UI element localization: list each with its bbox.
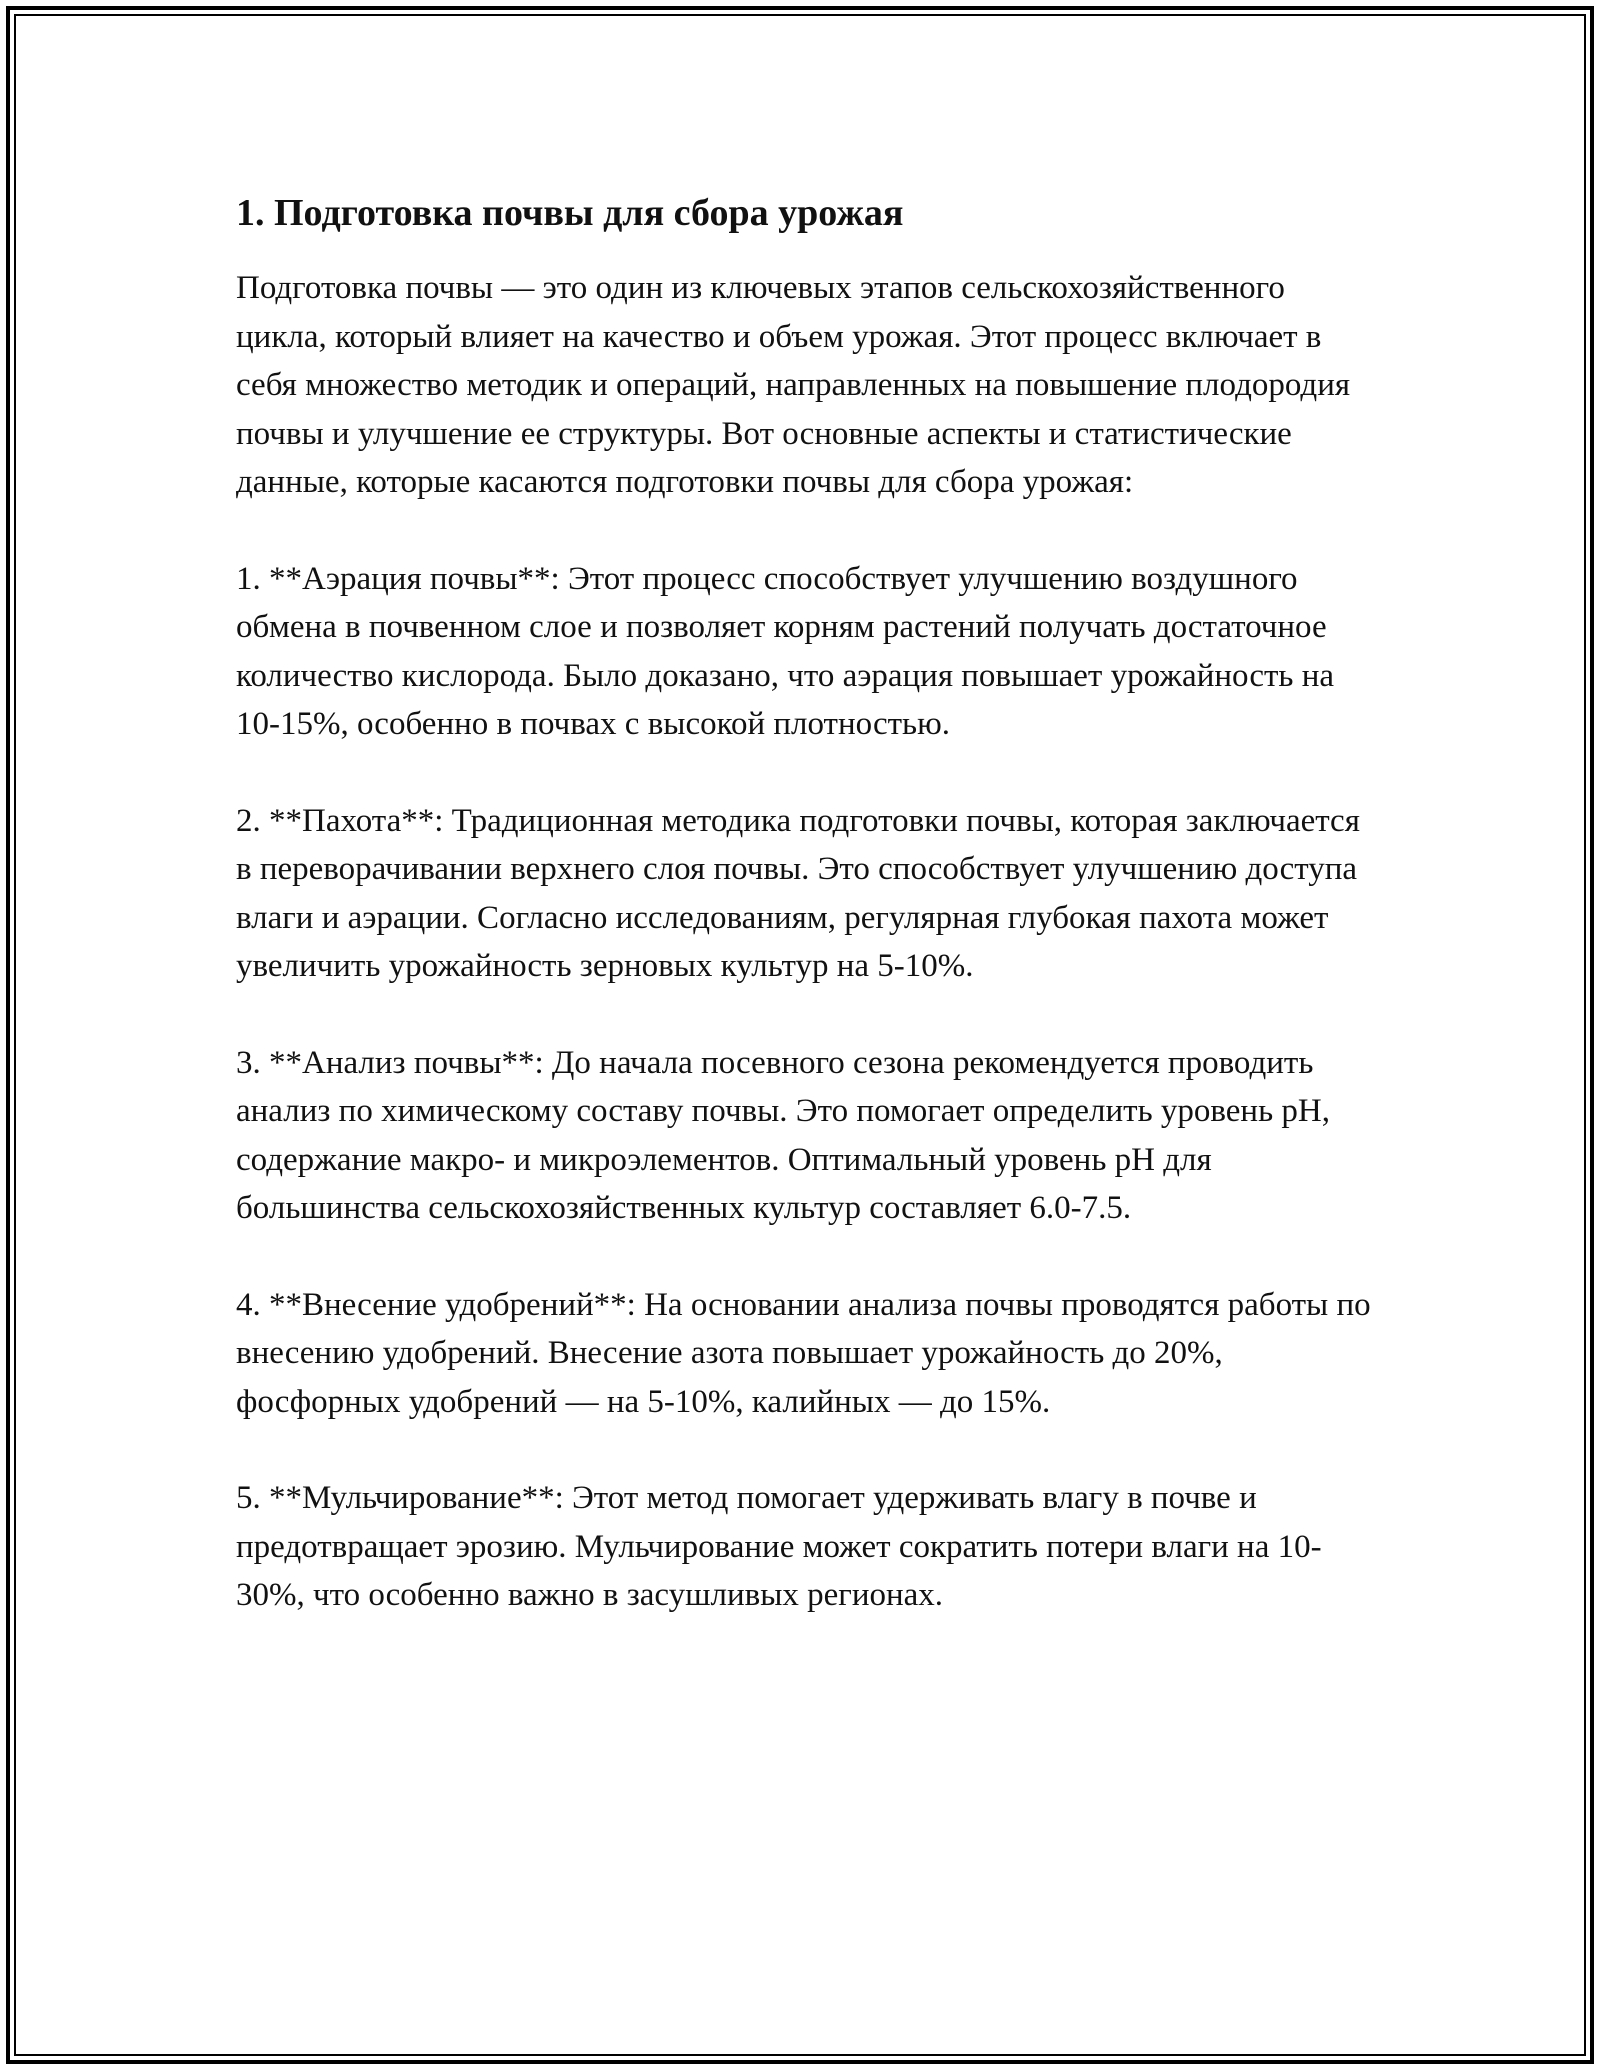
- document-body: [236, 188, 1376, 1668]
- list-item-fertilizing: 4. **Внесение удобрений**: На основании анализа почвы проводятся работы по внесению удобрений. Внесение азота повышает урожайность до 20%, фосфорных удобрений — на 5-10%, калийных — до 15%.: [236, 1286, 1371, 1420]
- list-item-soil-analysis: 3. **Анализ почвы**: До начала посевного сезона рекомендуется проводить анализ по химическому составу почвы. Это помогает определить уровень pH, содержание макро- и микроэлементов. Оптимальный уровень pH для большинства сельскохозяйственных культур составляет 6.0-7.5.: [236, 1044, 1330, 1226]
- list-item-aeration: 1. **Аэрация почвы**: Этот процесс способствует улучшению воздушного обмена в почвенном слое и позволяет корням растений получать достаточное количество кислорода. Было доказано, что аэрация повышает урожайность на 10-15%, особенно в почвах с высокой плотностью.: [236, 560, 1335, 742]
- intro-paragraph: Подготовка почвы — это один из ключевых этапов сельскохозяйственного цикла, который влияет на качество и объем урожая. Этот процесс включает в себя множество методик и операций, направленных на повышение плодородия почвы и улучшение ее структуры. Вот основные аспекты и статистические данные, которые касаются подготовки почвы для сбора урожая:: [236, 270, 1351, 500]
- list-item-plowing: 2. **Пахота**: Традиционная методика подготовки почвы, которая заключается в переворачивании верхнего слоя почвы. Это способствует улучшению доступа влаги и аэрации. Согласно исследованиям, регулярная глубокая пахота может увеличить урожайность зерновых культур на 5-10%.: [236, 802, 1360, 984]
- list-item-mulching: 5. **Мульчирование**: Этот метод помогает удерживать влагу в почве и предотвращает эрозию. Мульчирование может сократить потери влаги на 10-30%, что особенно важно в засушливых регионах.: [236, 1480, 1322, 1613]
- document-title: 1. Подготовка почвы для сбора урожая: [236, 192, 904, 234]
